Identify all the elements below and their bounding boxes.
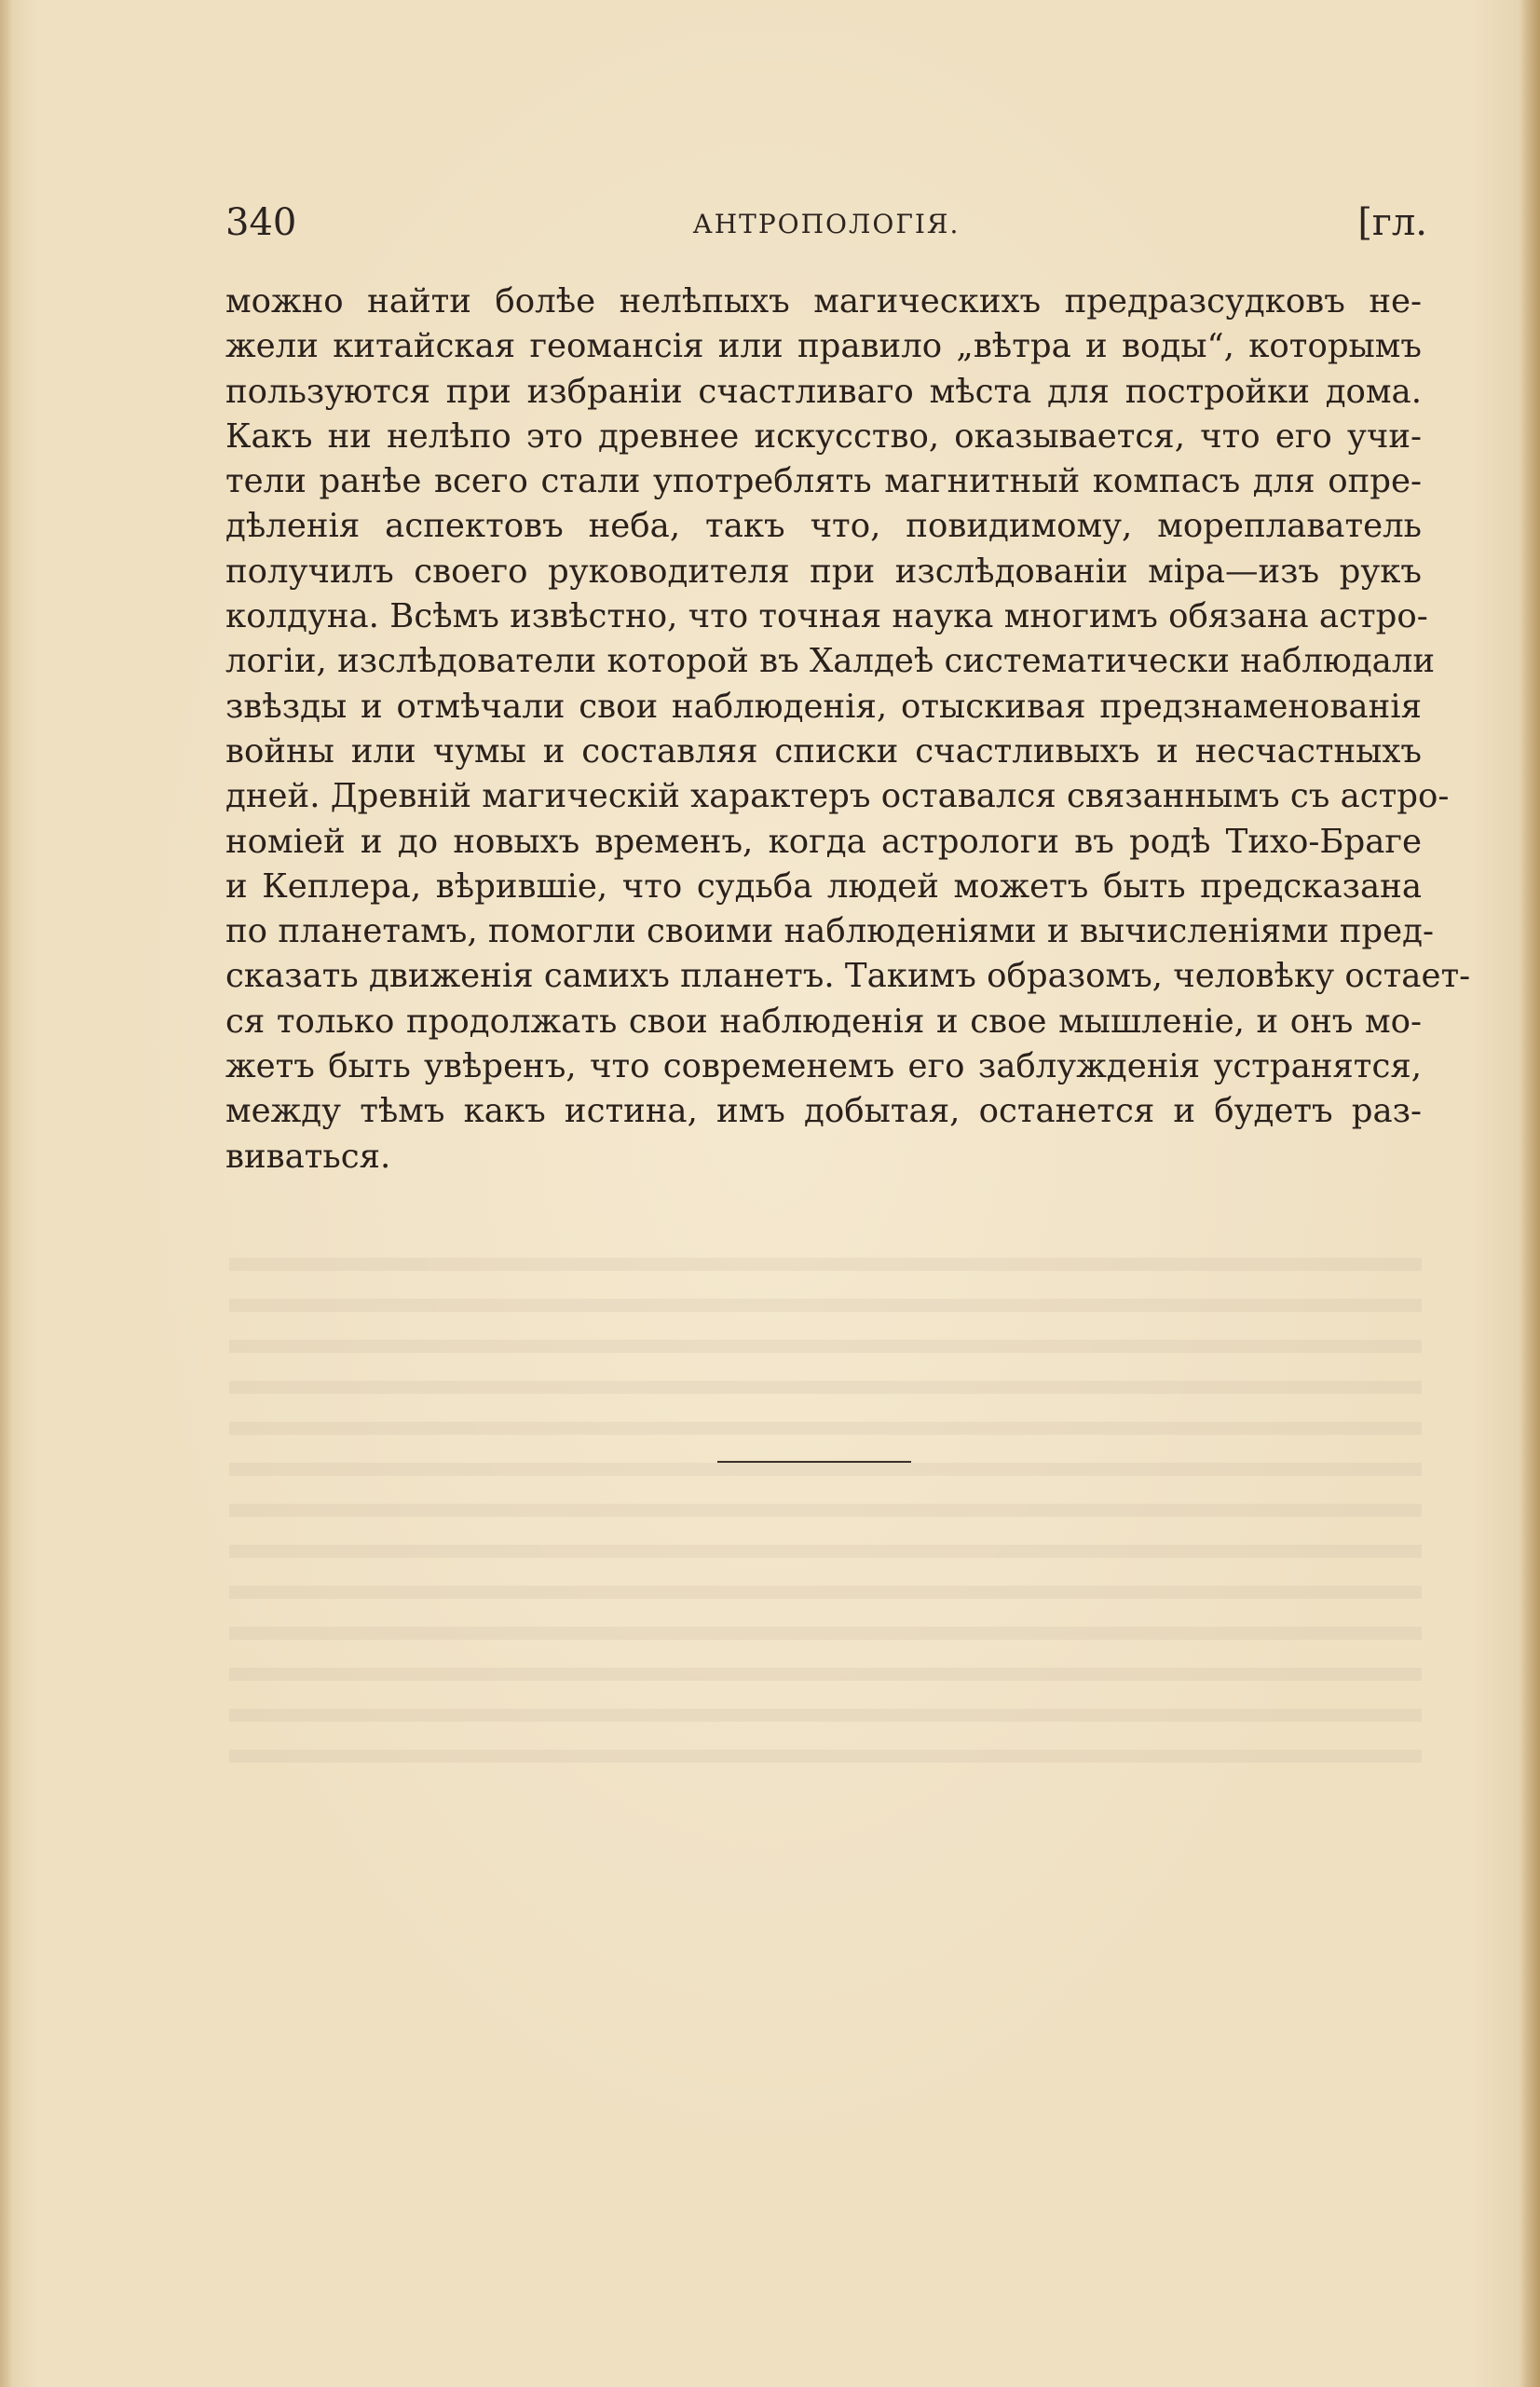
chapter-reference: [гл. bbox=[1357, 201, 1427, 244]
text-line: жели китайская геомансія или правило „вѣтра и воды“, которымъ bbox=[225, 327, 1422, 366]
text-line: между тѣмъ какъ истина, имъ добытая, останется и будетъ раз- bbox=[225, 1092, 1422, 1131]
text-line: дѣленія аспектовъ неба, такъ что, повидимому, мореплаватель bbox=[225, 507, 1422, 546]
text-line: сказать движенія самихъ планетъ. Такимъ образомъ, человѣку остает- bbox=[225, 957, 1471, 996]
text-line: ся только продолжать свои наблюденія и свое мышленіе, и онъ мо- bbox=[225, 1002, 1422, 1041]
text-line: логіи, изслѣдователи которой въ Халдеѣ систематически наблюдали bbox=[225, 642, 1436, 681]
text-line: по планетамъ, помогли своими наблюденіями и вычисленіями пред- bbox=[225, 912, 1434, 951]
text-line: жетъ быть увѣренъ, что современемъ его заблужденія устранятся, bbox=[225, 1047, 1422, 1086]
text-line: колдуна. Всѣмъ извѣстно, что точная наука многимъ обязана астро- bbox=[225, 597, 1428, 636]
text-line: виваться. bbox=[225, 1137, 391, 1176]
page-number: 340 bbox=[225, 201, 297, 244]
text-line: получилъ своего руководителя при изслѣдованіи міра—изъ рукъ bbox=[225, 552, 1422, 591]
text-line: пользуются при избраніи счастливаго мѣста для постройки дома. bbox=[225, 372, 1422, 411]
text-line: звѣзды и отмѣчали свои наблюденія, отыскивая предзнаменованія bbox=[225, 687, 1422, 726]
text-line: номіей и до новыхъ временъ, когда астрологи въ родѣ Тихо-Браге bbox=[225, 822, 1422, 861]
text-line: Какъ ни нелѣпо это древнее искусство, оказывается, что его учи- bbox=[225, 416, 1422, 456]
page-right-shadow bbox=[1520, 0, 1540, 2387]
bleed-through-text bbox=[229, 1258, 1422, 1780]
text-line: дней. Древній магическій характеръ оставался связаннымъ съ астро- bbox=[225, 777, 1450, 816]
page-left-shadow bbox=[0, 0, 13, 2387]
page-header bbox=[225, 198, 1427, 248]
text-line: тели ранѣе всего стали употреблять магнитный компасъ для опре- bbox=[225, 462, 1422, 501]
section-end-rule bbox=[717, 1461, 911, 1463]
text-line: войны или чумы и составляя списки счастливыхъ и несчастныхъ bbox=[225, 731, 1422, 771]
running-head: АНТРОПОЛОГІЯ. bbox=[692, 209, 961, 239]
text-line: можно найти болѣе нелѣпыхъ магическихъ предразсудковъ не- bbox=[225, 282, 1422, 321]
body-paragraph bbox=[225, 280, 1471, 1180]
text-line: и Кеплера, вѣрившіе, что судьба людей можетъ быть предсказана bbox=[225, 866, 1422, 906]
